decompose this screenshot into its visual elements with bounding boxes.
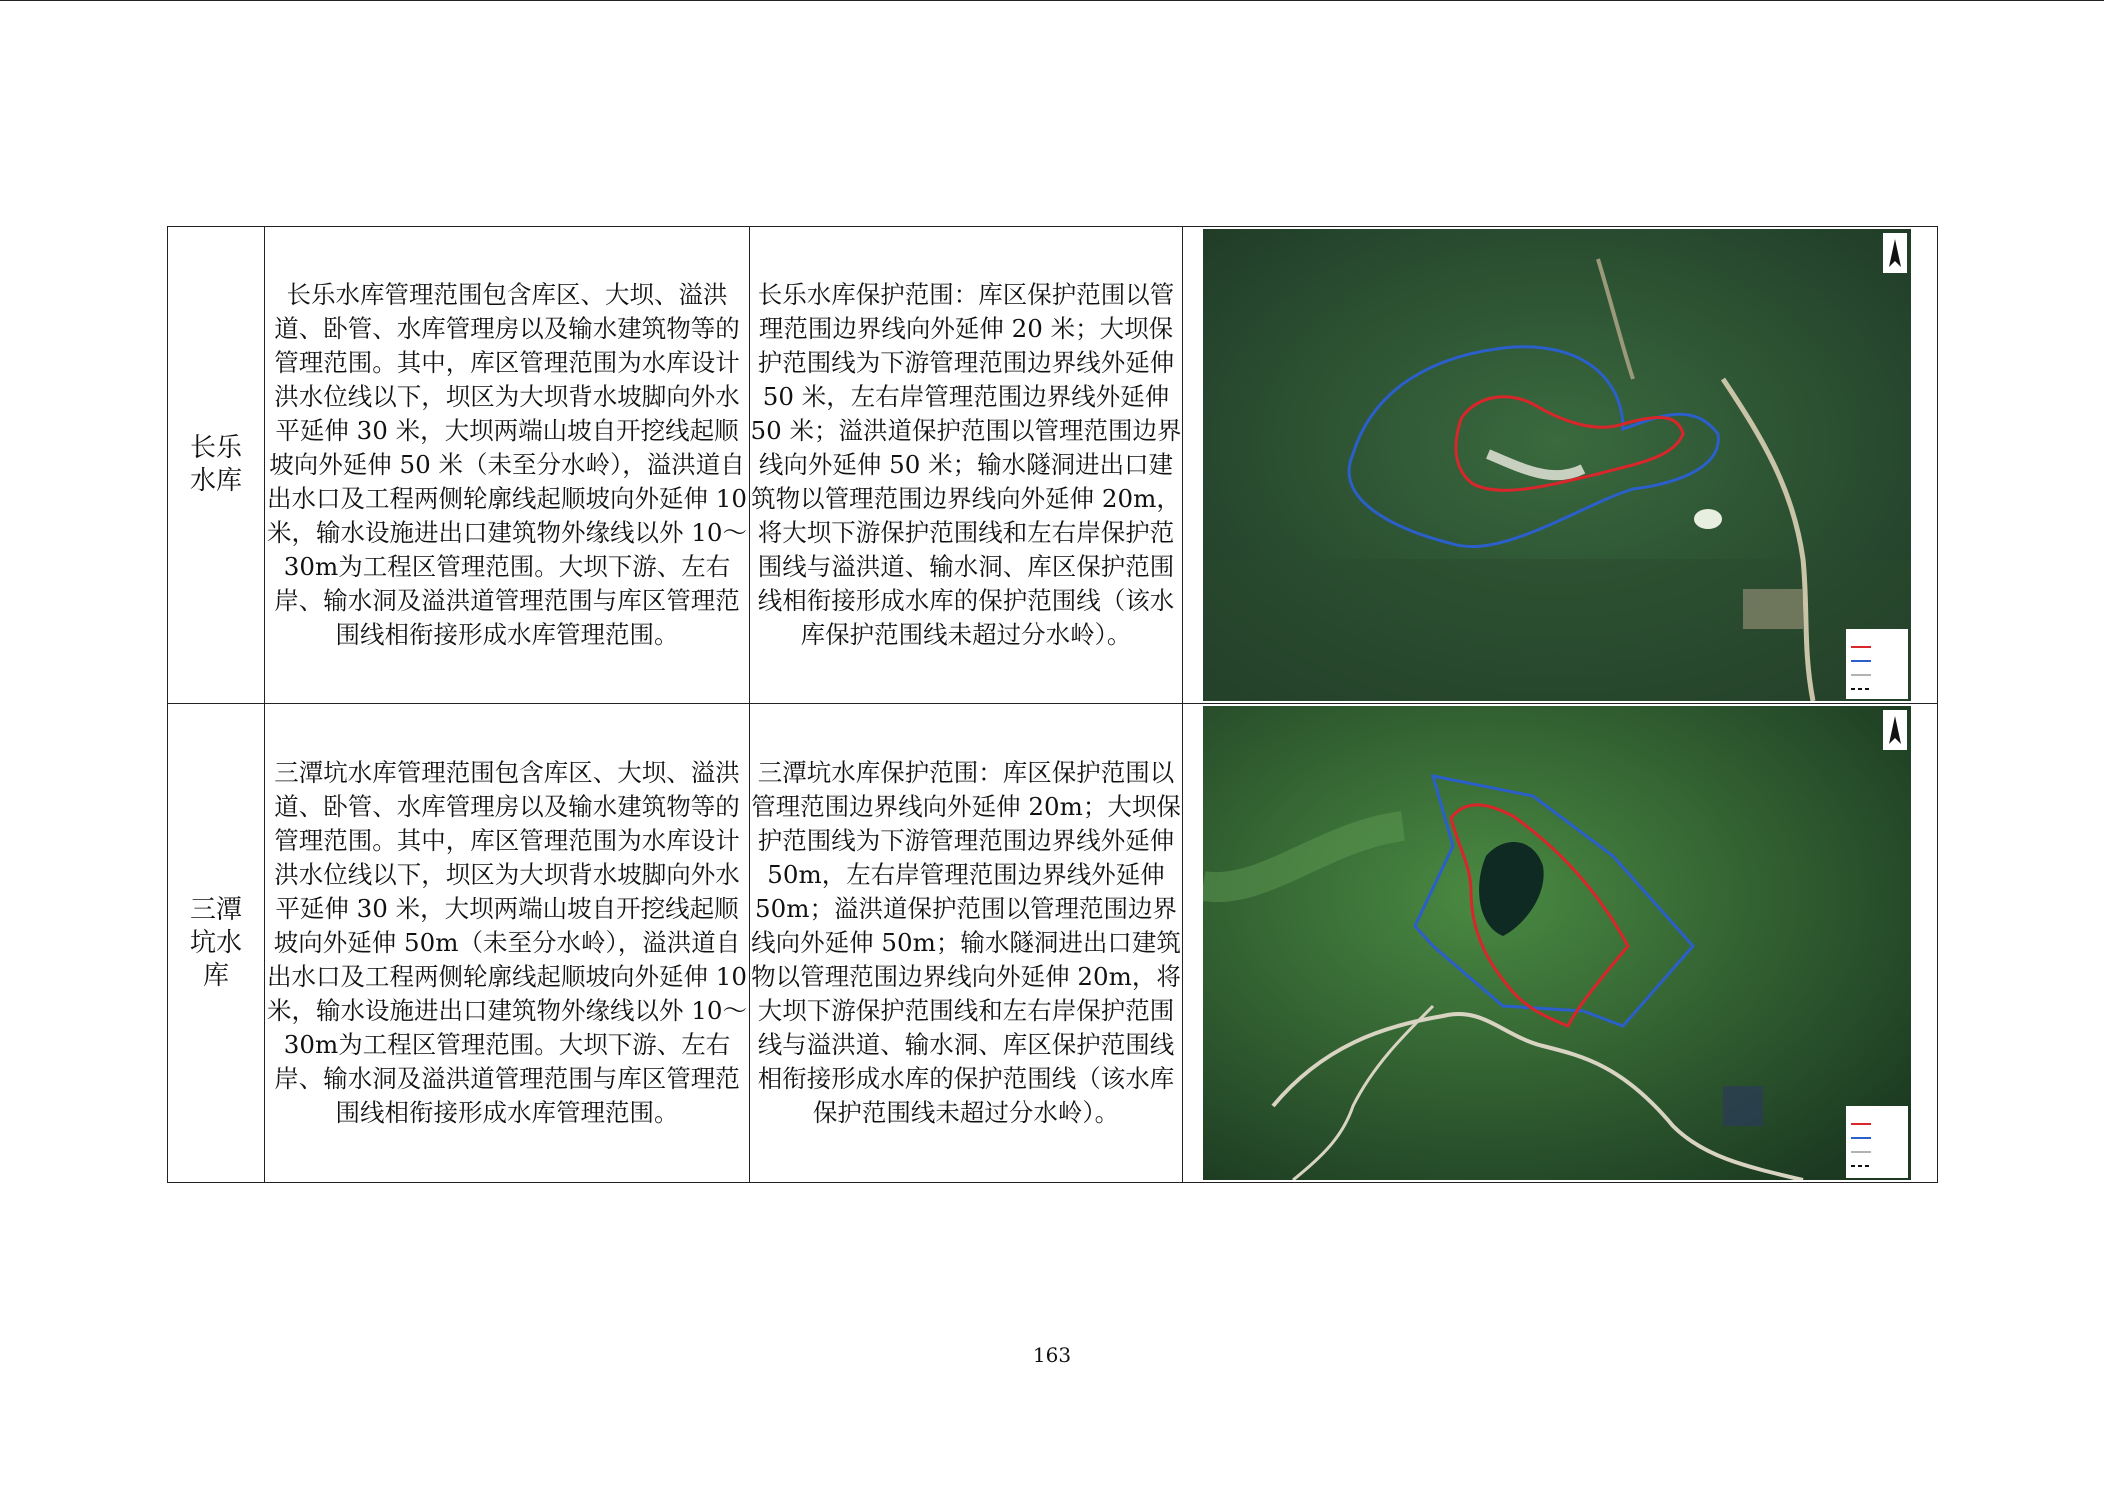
- reservoir-name-cell: [168, 227, 265, 704]
- map-legend: [1846, 1106, 1908, 1178]
- management-scope-text: 长乐水库管理范围包含库区、大坝、溢洪道、卧管、水库管理房以及输水建筑物等的管理范围。其中，库区管理范围为水库设计洪水位线以下，坝区为大坝背水坡脚向外水平延伸 30 米，大坝两端山坡自开挖线起顺坡向外延伸 50 米（未至分水岭），溢洪道自出水口及工程两侧轮廓线起顺坡向外延伸 10 米，输水设施进出口建筑物外缘线以外 10～30m为工程区管理范围。大坝下游、左右岸、输水洞及溢洪道管理范围与库区管理范围线相衔接形成水库管理范围。: [267, 280, 747, 649]
- map-cell: [1183, 704, 1938, 1183]
- map-legend: [1846, 629, 1908, 699]
- page-number: 163: [1032, 1343, 1072, 1367]
- north-arrow-icon: [1883, 233, 1907, 273]
- map-image: [1203, 229, 1911, 701]
- management-scope-cell: [265, 704, 750, 1183]
- reservoir-table: [167, 226, 1938, 1183]
- reservoir-name-cell: [168, 704, 265, 1183]
- satellite-map-changle: [1203, 229, 1911, 701]
- satellite-map-santankeng: [1203, 706, 1911, 1180]
- map-image: [1203, 706, 1911, 1180]
- north-arrow-icon: [1883, 710, 1907, 750]
- table-row: [168, 704, 1938, 1183]
- table-row: [168, 227, 1938, 704]
- reservoir-name: 三潭坑水库: [189, 894, 242, 991]
- protection-scope-cell: [750, 704, 1183, 1183]
- protection-scope-text: 三潭坑水库保护范围：库区保护范围以管理范围边界线向外延伸 20m；大坝保护范围线为下游管理范围边界线外延伸 50m，左右岸管理范围边界线外延伸 50m；溢洪道保护范围以管理范围边界线向外延伸 50m；输水隧洞进出口建筑物以管理范围边界线向外延伸 20m，将大坝下游保护范围线和左右岸保护范围线与溢洪道、输水洞、库区保护范围线相衔接形成水库的保护范围线（该水库保护范围线未超过分水岭）。: [751, 758, 1181, 1127]
- protection-scope-cell: [750, 227, 1183, 704]
- management-scope-text: 三潭坑水库管理范围包含库区、大坝、溢洪道、卧管、水库管理房以及输水建筑物等的管理范围。其中，库区管理范围为水库设计洪水位线以下，坝区为大坝背水坡脚向外水平延伸 30 米，大坝两端山坡自开挖线起顺坡向外延伸 50m（未至分水岭），溢洪道自出水口及工程两侧轮廓线起顺坡向外延伸 10 米，输水设施进出口建筑物外缘线以外 10～30m为工程区管理范围。大坝下游、左右岸、输水洞及溢洪道管理范围与库区管理范围线相衔接形成水库管理范围。: [267, 758, 747, 1127]
- management-scope-cell: [265, 227, 750, 704]
- reservoir-name: 长乐水库: [189, 433, 242, 496]
- map-cell: [1183, 227, 1938, 704]
- protection-scope-text: 长乐水库保护范围：库区保护范围以管理范围边界线向外延伸 20 米；大坝保护范围线为下游管理范围边界线外延伸 50 米，左右岸管理范围边界线外延伸 50 米；溢洪道保护范围以管理范围边界线向外延伸 50 米；输水隧洞进出口建筑物以管理范围边界线向外延伸 20m，将大坝下游保护范围线和左右岸保护范围线与溢洪道、输水洞、库区保护范围线相衔接形成水库的保护范围线（该水库保护范围线未超过分水岭）。: [750, 280, 1182, 649]
